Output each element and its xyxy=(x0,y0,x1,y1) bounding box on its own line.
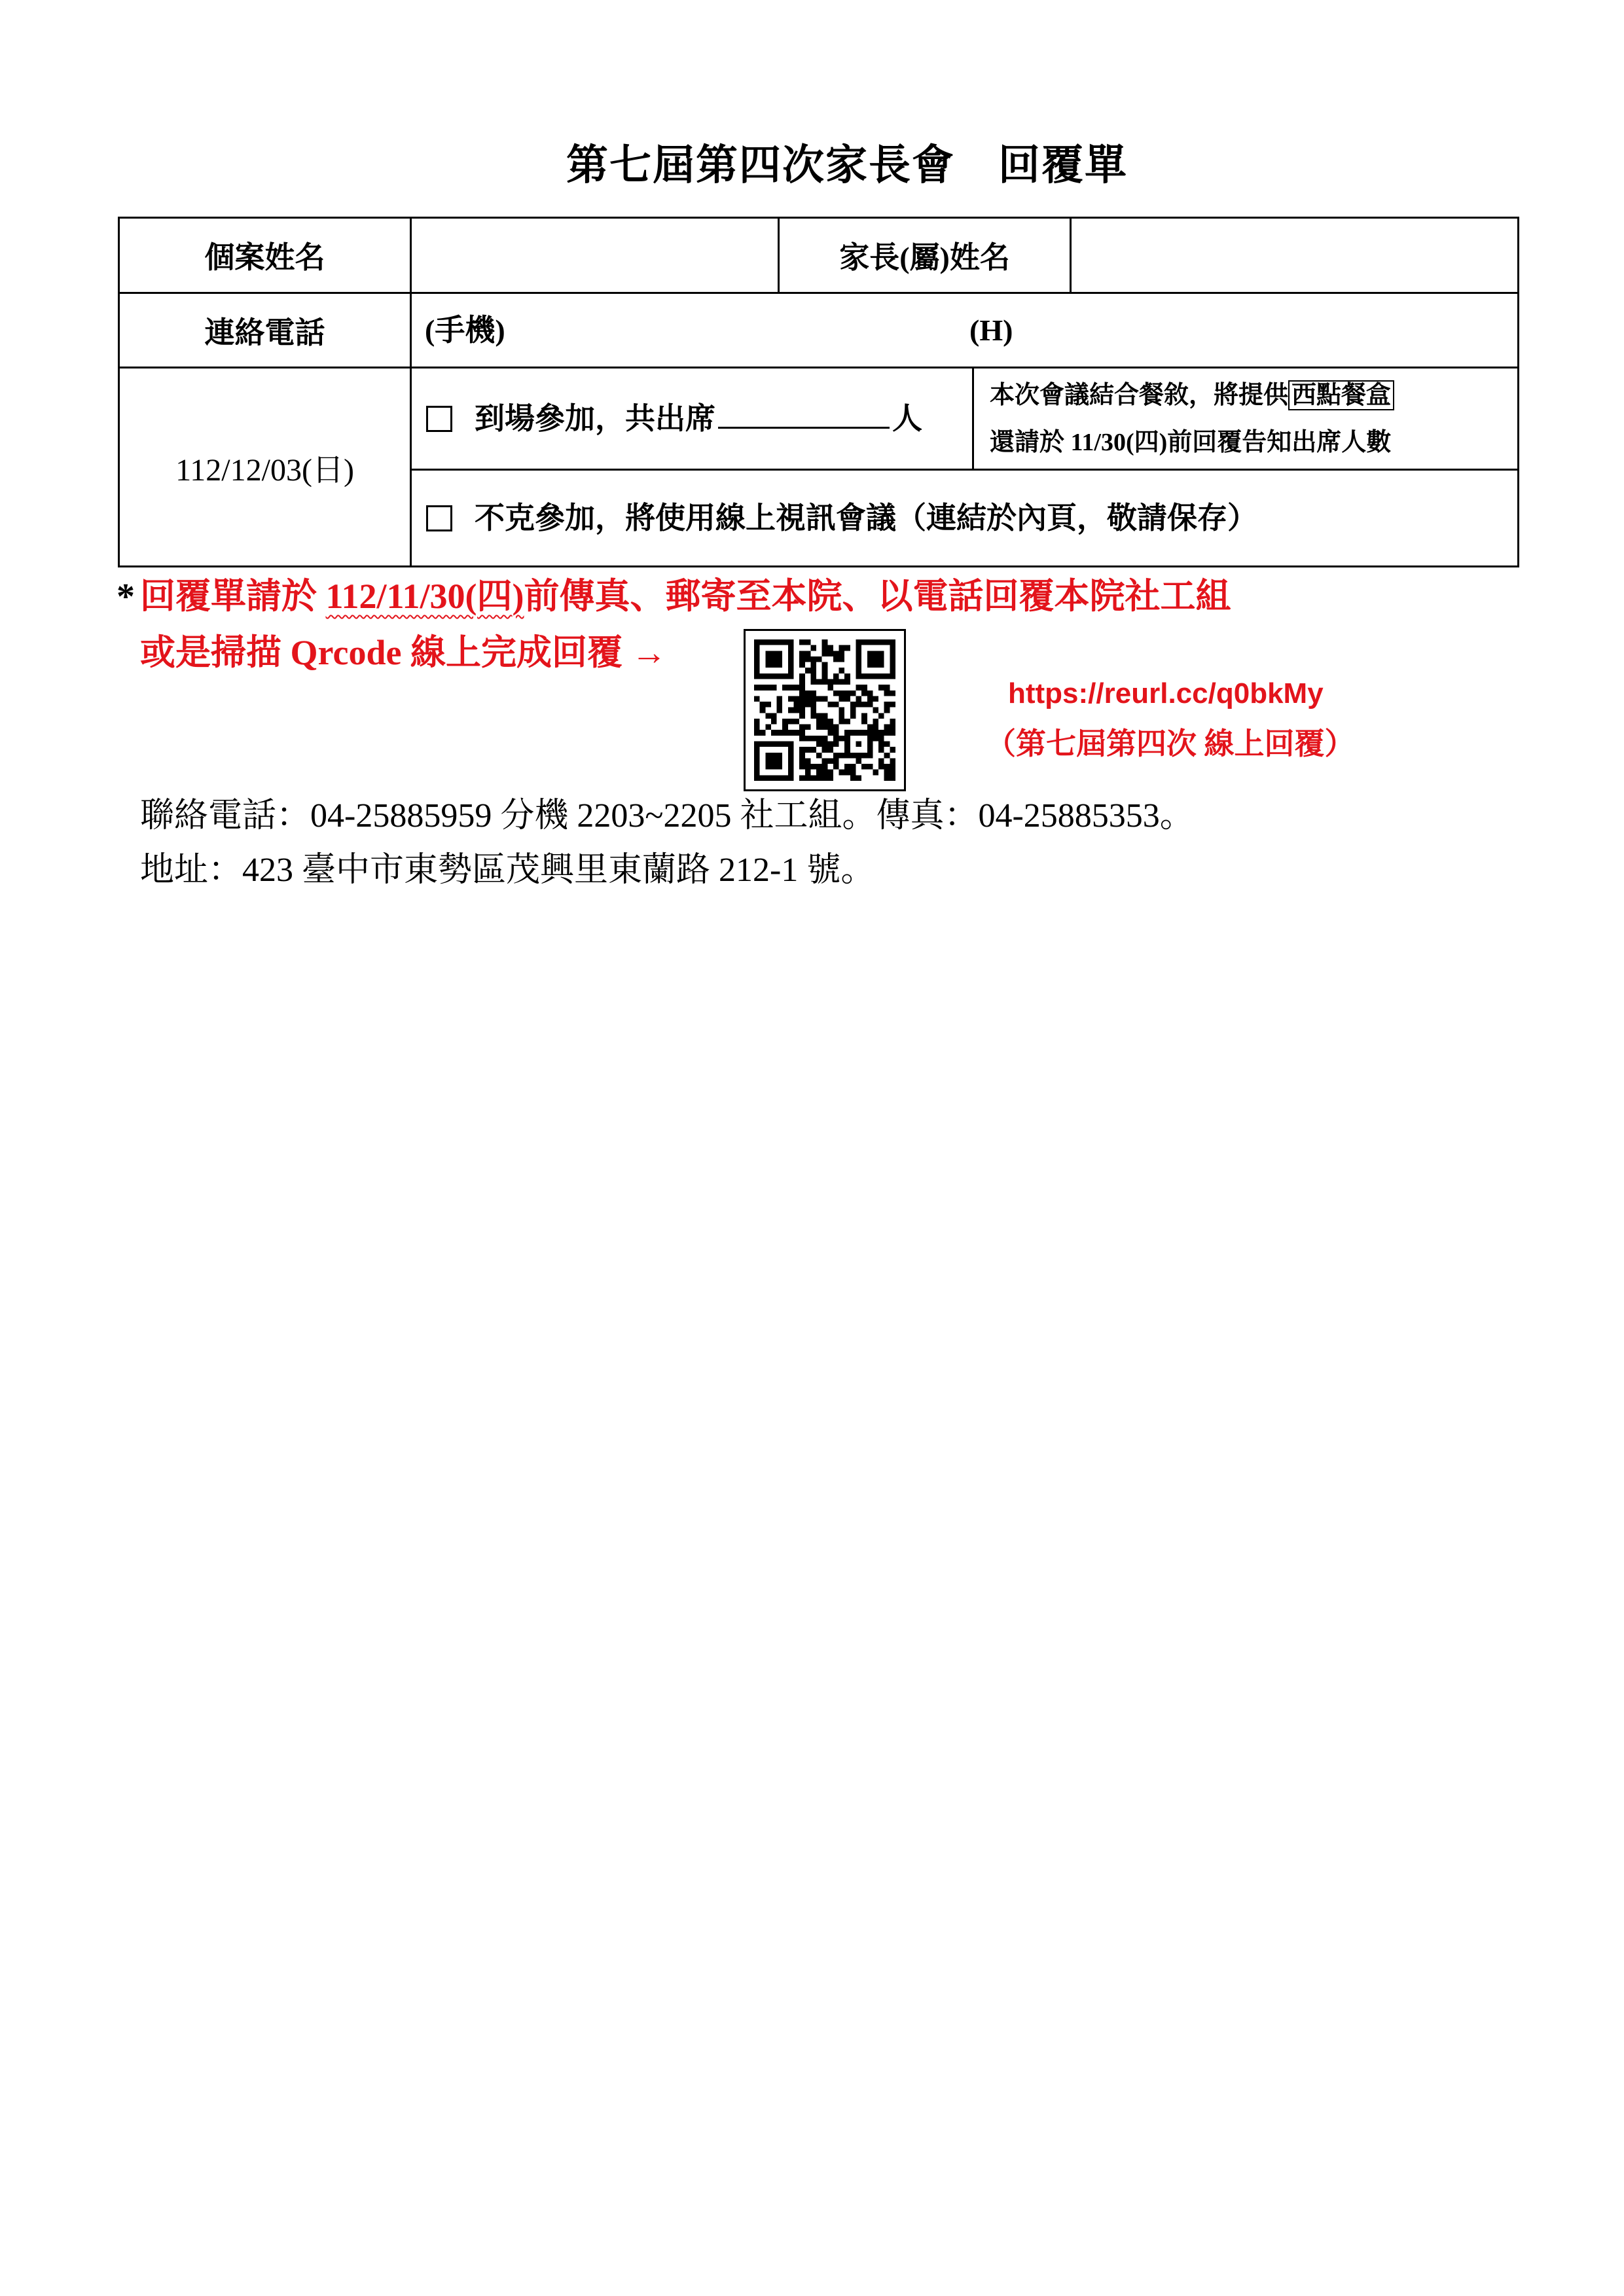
notice-deadline: 112/11/30(四) xyxy=(325,577,524,616)
attend-checkbox-icon[interactable] xyxy=(426,406,452,432)
parent-name-field[interactable] xyxy=(1071,218,1519,293)
mobile-label: (手機) xyxy=(425,313,505,347)
reply-form-table xyxy=(118,217,1519,567)
meal-note-line1 xyxy=(990,372,1517,419)
decline-option xyxy=(412,499,1517,538)
qr-code-frame xyxy=(744,629,906,791)
attend-text-before: 到場參加，共出席 xyxy=(475,401,715,435)
decline-text: 不克參加，將使用線上視訊會議（連結於內頁，敬請保存） xyxy=(475,501,1257,535)
meal-box-highlight: 西點餐盒 xyxy=(1288,380,1394,410)
phone-label: 連絡電話 xyxy=(119,293,411,368)
qr-caption: （第七屆第四次 線上回覆） xyxy=(986,727,1355,761)
student-name-label: 個案姓名 xyxy=(119,218,411,293)
phone-field[interactable] xyxy=(411,293,1519,368)
notice-line1-c: 前傳真、郵寄至本院、以電話回覆本院社工組 xyxy=(524,577,1231,616)
student-name-field[interactable] xyxy=(411,218,779,293)
decline-option-cell xyxy=(411,470,1519,567)
contact-address-line: 地址：423 臺中市東勢區茂興里東蘭路 212-1 號。 xyxy=(140,852,875,889)
meal-note xyxy=(974,372,1517,466)
phone-row xyxy=(119,293,1519,368)
contact-phone-line: 聯絡電話：04-25885959 分機 2203~2205 社工組。傳真：04-25885353。 xyxy=(140,797,1194,834)
notice-asterisk: * xyxy=(117,577,135,617)
qr-code xyxy=(754,639,895,781)
name-row xyxy=(119,218,1519,293)
meal-note-prefix: 本次會議結合餐敘，將提供 xyxy=(990,381,1289,409)
attend-option-cell xyxy=(411,368,973,470)
decline-checkbox-icon[interactable] xyxy=(426,505,452,531)
meal-note-line2: 還請於 11/30(四)前回覆告知出席人數 xyxy=(990,428,1392,456)
page-title: 第七屆第四次家長會 回覆單 xyxy=(566,142,1128,188)
meal-note-cell xyxy=(973,368,1519,470)
reply-url-link[interactable]: https://reurl.cc/q0bkMy xyxy=(1008,677,1324,709)
parent-name-label: 家長(屬)姓名 xyxy=(779,218,1071,293)
attendee-count-blank[interactable] xyxy=(718,425,890,429)
meeting-date: 112/12/03(日) xyxy=(119,368,411,567)
home-phone-label: (H) xyxy=(969,313,1013,347)
attend-text-after: 人 xyxy=(892,401,922,435)
phone-field-content xyxy=(412,312,1517,349)
notice-line1-a: 回覆單請於 xyxy=(140,577,326,616)
notice-line2: 或是掃描 Qrcode 線上完成回覆 → xyxy=(140,633,667,672)
attendance-row xyxy=(119,368,1519,470)
attend-option xyxy=(412,399,972,439)
notice-line1 xyxy=(140,577,1231,616)
